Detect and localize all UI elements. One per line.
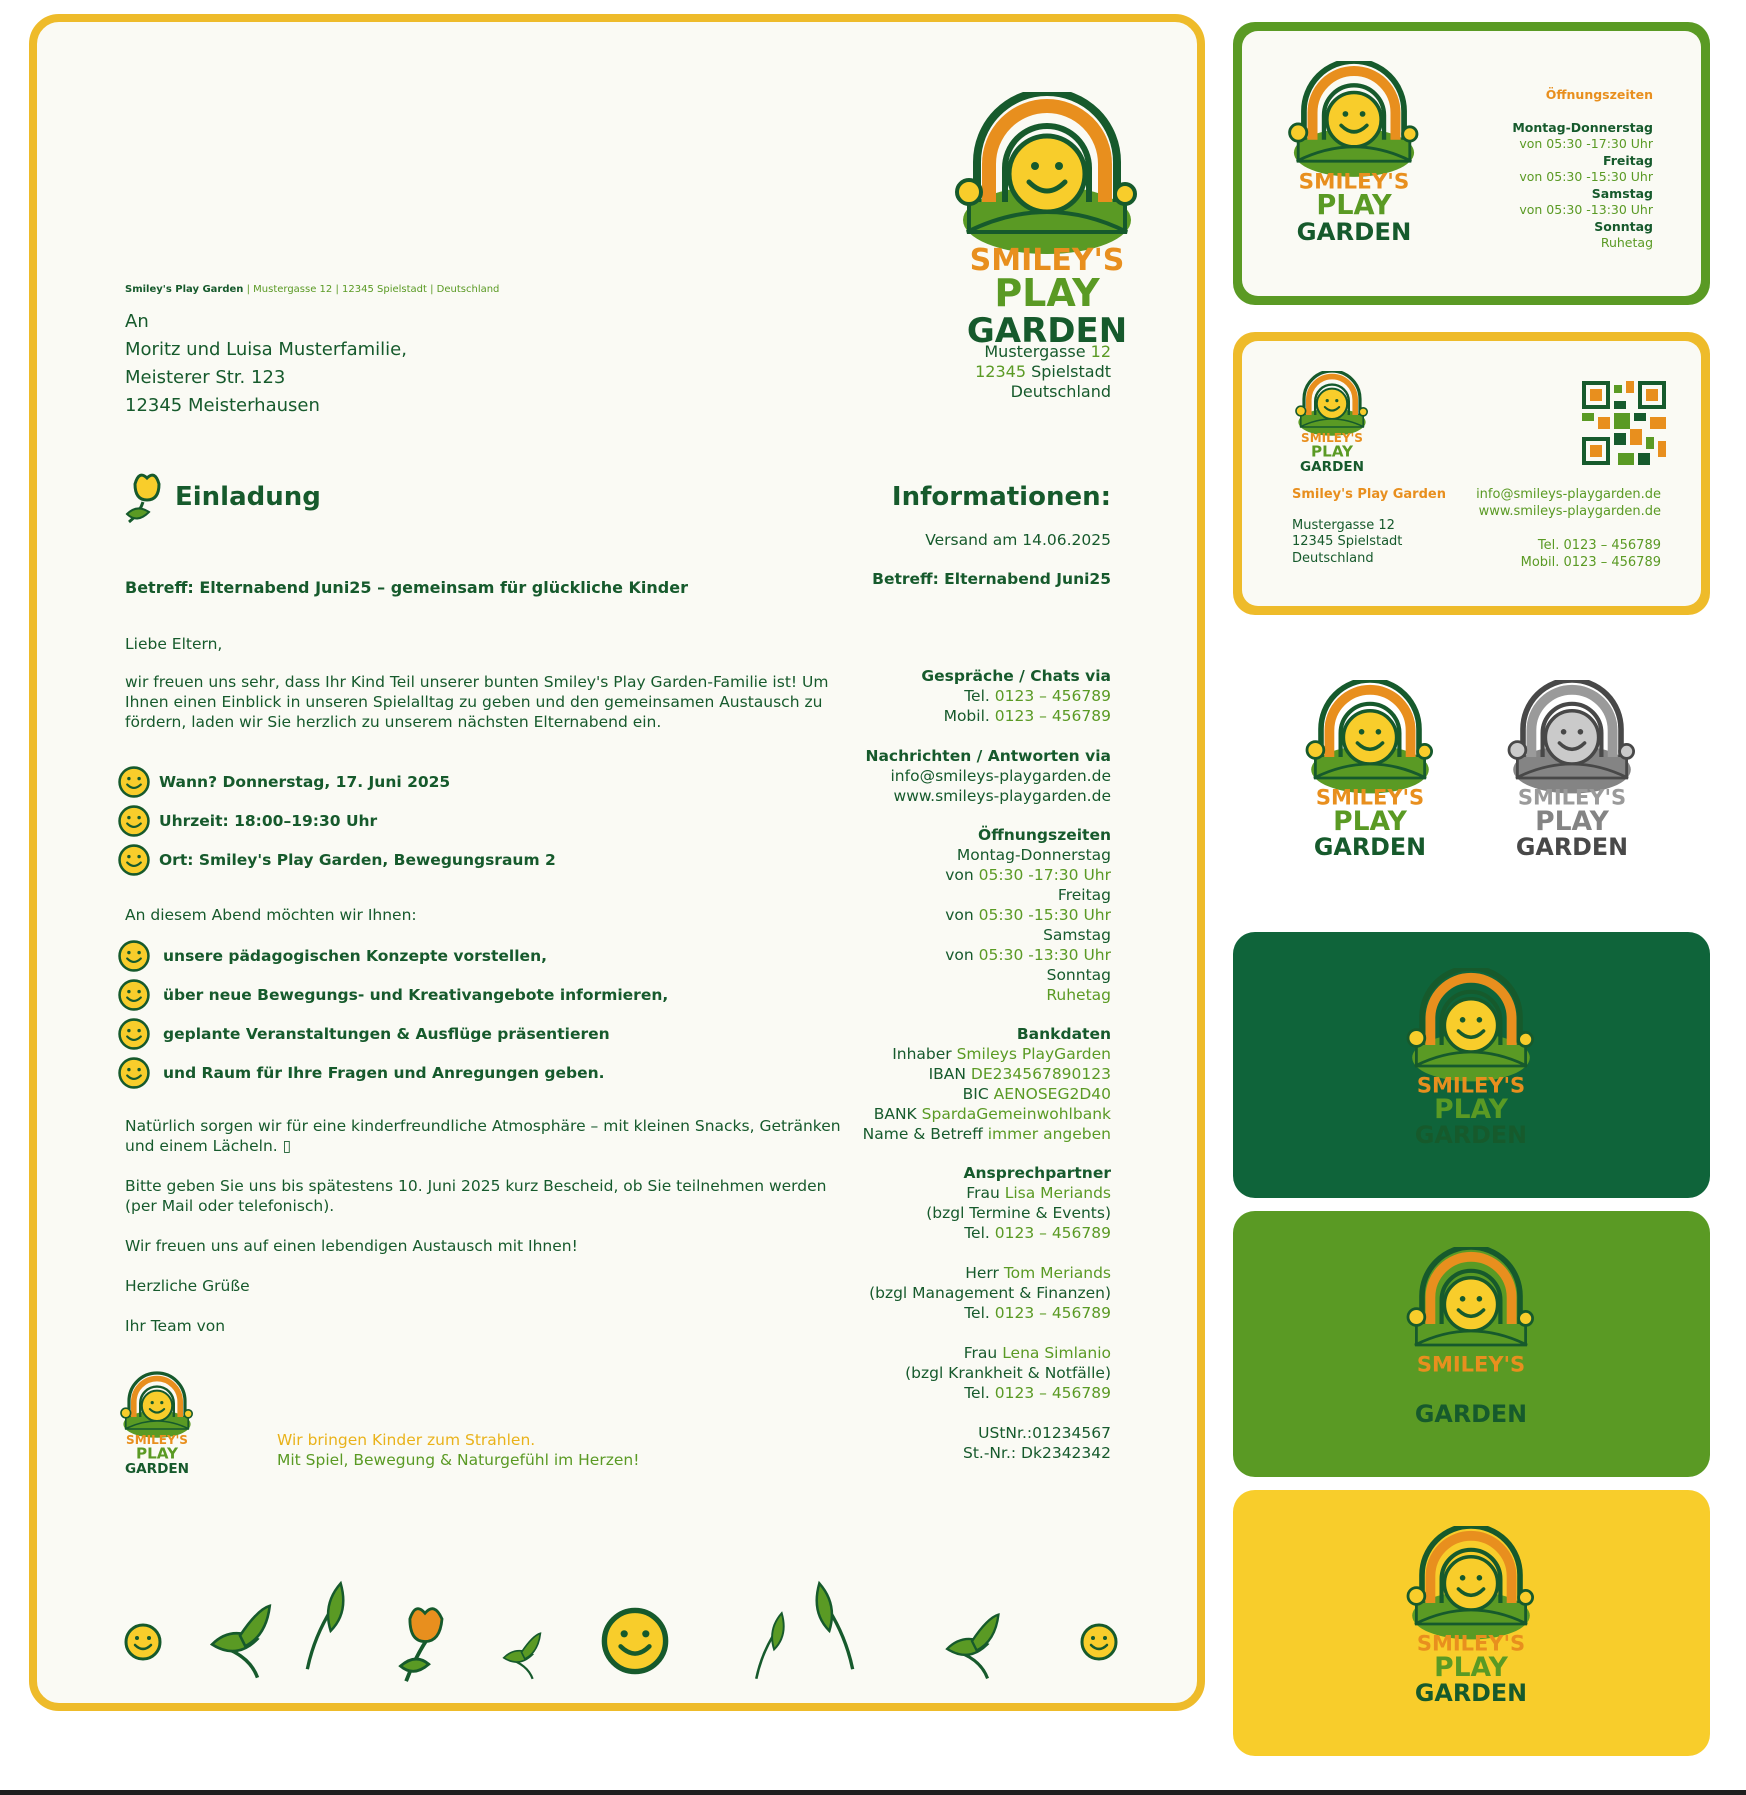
shipping-date: Versand am 14.06.2025	[925, 531, 1111, 549]
small-logo	[117, 1370, 197, 1480]
brand-logo	[1401, 1526, 1541, 1708]
contacts-block: Ansprechpartner Frau Lisa Meriands (bzgl Termine & Events) Tel. 0123 – 456789 Herr Tom Meriands (bzgl Management & Finanzen) Tel. 0123 – 456789 Frau Lena Simlanio (bzgl Krankheit & Notfälle) Tel. 0123 – 456789 UStNr.:01234567 St.-Nr.: Dk2342342	[869, 1164, 1111, 1462]
brand-logo	[1401, 1247, 1541, 1429]
info-title: Informationen:	[891, 482, 1111, 512]
sender-line: Smiley's Play Garden | Mustergasse 12 | 12345 Spielstadt | Deutschland	[125, 284, 500, 295]
bank-block: Bankdaten Inhaber Smileys PlayGarden IBAN DE234567890123 BIC AENOSEG2D40 BANK SpardaGemeinwohlbank Name & Betreff immer angeben	[862, 1025, 1111, 1143]
brand-logo-color	[1300, 680, 1440, 862]
card-contact-details: info@smileys-playgarden.de www.smileys-playgarden.de Tel. 0123 – 456789 Mobil. 0123 – 456789	[1476, 487, 1661, 570]
brand-logo-grayscale	[1502, 680, 1642, 862]
intro-paragraph: wir freuen uns sehr, dass Ihr Kind Teil unserer bunten Smiley's Play Garden-Familie ist! Um Ihnen einen Einblick in unseren Spielalltag zu geben und den gemeinsamen Austausch zu fördern, laden wir Sie herzlich zu unserem nächsten Elternabend ein.	[125, 673, 829, 731]
subject-line: Betreff: Elternabend Juni25 – gemeinsam für glückliche Kinder	[125, 578, 688, 597]
info-subject: Betreff: Elternabend Juni25	[872, 570, 1111, 588]
recipient-line: Moritz und Luisa Musterfamilie,	[125, 339, 407, 360]
company-address: Mustergasse 12 12345 Spielstadt Deutschland	[975, 342, 1111, 401]
brand-logo	[947, 92, 1147, 352]
smiley-icon	[117, 939, 151, 973]
opening-hours-block: Öffnungszeiten Montag-Donnerstag von 05:30 -17:30 Uhr Freitag von 05:30 -15:30 Uhr Samstag von 05:30 -13:30 Uhr Sonntag Ruhetag	[945, 826, 1111, 1004]
leaf-icon	[205, 1600, 275, 1680]
card-logo-green	[1233, 1211, 1710, 1477]
smiley-icon	[1079, 1622, 1119, 1662]
card-address: Smiley's Play Garden Mustergasse 12 12345 Spielstadt Deutschland	[1292, 487, 1446, 566]
leaf-icon	[811, 1570, 861, 1680]
agenda-item: und Raum für Ihre Fragen und Anregungen geben.	[117, 1056, 605, 1090]
paragraph: Bitte geben Sie uns bis spätestens 10. Juni 2025 kurz Bescheid, ob Sie teilnehmen werden (per Mail oder telefonisch).	[125, 1177, 827, 1215]
brand-logo	[1292, 371, 1372, 475]
recipient-address	[125, 308, 407, 420]
smiley-icon	[117, 804, 151, 838]
smiley-icon	[117, 765, 151, 799]
greeting: Liebe Eltern,	[125, 635, 223, 653]
paragraph: Wir freuen uns auf einen lebendigen Austausch mit Ihnen!	[125, 1237, 578, 1255]
brand-logo	[1401, 968, 1541, 1150]
agenda-item: über neue Bewegungs- und Kreativangebote informieren,	[117, 978, 668, 1012]
event-item: Uhrzeit: 18:00–19:30 Uhr	[117, 804, 377, 838]
email-link[interactable]: info@smileys-playgarden.de	[890, 767, 1111, 785]
tulip-icon	[395, 1600, 455, 1685]
email-link[interactable]: info@smileys-playgarden.de	[1476, 487, 1661, 502]
leaf-icon	[499, 1630, 544, 1680]
flower-icon	[125, 470, 165, 524]
recipient-line: An	[125, 311, 149, 332]
letter-page	[29, 14, 1205, 1711]
agenda-item: unsere pädagogischen Konzepte vorstellen,	[117, 939, 547, 973]
card-opening-hours	[1233, 22, 1710, 305]
smiley-icon	[117, 1017, 151, 1051]
closing: Ihr Team von	[125, 1317, 226, 1335]
smiley-icon	[599, 1605, 671, 1677]
smiley-icon	[117, 1056, 151, 1090]
recipient-line: 12345 Meisterhausen	[125, 395, 320, 416]
agenda-item: geplante Veranstaltungen & Ausflüge präsentieren	[117, 1017, 610, 1051]
leaf-icon	[937, 1610, 1007, 1680]
card-logo-yellow	[1233, 1490, 1710, 1756]
card-contact	[1233, 332, 1710, 615]
card-logo-dark-green	[1233, 932, 1710, 1198]
agenda-intro: An diesem Abend möchten wir Ihnen:	[125, 906, 417, 924]
closing: Herzliche Grüße	[125, 1277, 250, 1295]
slogan: Wir bringen Kinder zum Strahlen. Mit Spiel, Bewegung & Naturgefühl im Herzen!	[277, 1431, 640, 1469]
contact-phone-block: Gespräche / Chats via Tel. 0123 – 456789 Mobil. 0123 – 456789	[921, 667, 1111, 725]
leaf-icon	[299, 1570, 349, 1680]
paragraph: Natürlich sorgen wir für eine kinderfreundliche Atmosphäre – mit kleinen Snacks, Getränken und einem Lächeln. ▯	[125, 1117, 841, 1155]
card-hours: Öffnungszeiten Montag-Donnerstag von 05:30 -17:30 Uhr Freitag von 05:30 -15:30 Uhr Samstag von 05:30 -13:30 Uhr Sonntag Ruhetag	[1512, 87, 1653, 250]
event-item: Ort: Smiley's Play Garden, Bewegungsraum 2	[117, 843, 556, 877]
smiley-icon	[117, 978, 151, 1012]
leaf-icon	[749, 1610, 789, 1680]
event-item: Wann? Donnerstag, 17. Juni 2025	[117, 765, 450, 799]
letter-title	[125, 470, 321, 524]
brand-logo	[1282, 61, 1426, 247]
smiley-icon	[117, 843, 151, 877]
title-text: Einladung	[175, 482, 321, 512]
web-link[interactable]: www.smileys-playgarden.de	[893, 787, 1111, 805]
bottom-bar	[0, 1790, 1746, 1795]
contact-email-block: Nachrichten / Antworten via info@smileys-playgarden.de www.smileys-playgarden.de	[865, 747, 1111, 805]
recipient-line: Meisterer Str. 123	[125, 367, 286, 388]
qr-code-icon[interactable]	[1582, 381, 1666, 465]
smiley-icon	[123, 1622, 163, 1662]
web-link[interactable]: www.smileys-playgarden.de	[1478, 503, 1661, 519]
